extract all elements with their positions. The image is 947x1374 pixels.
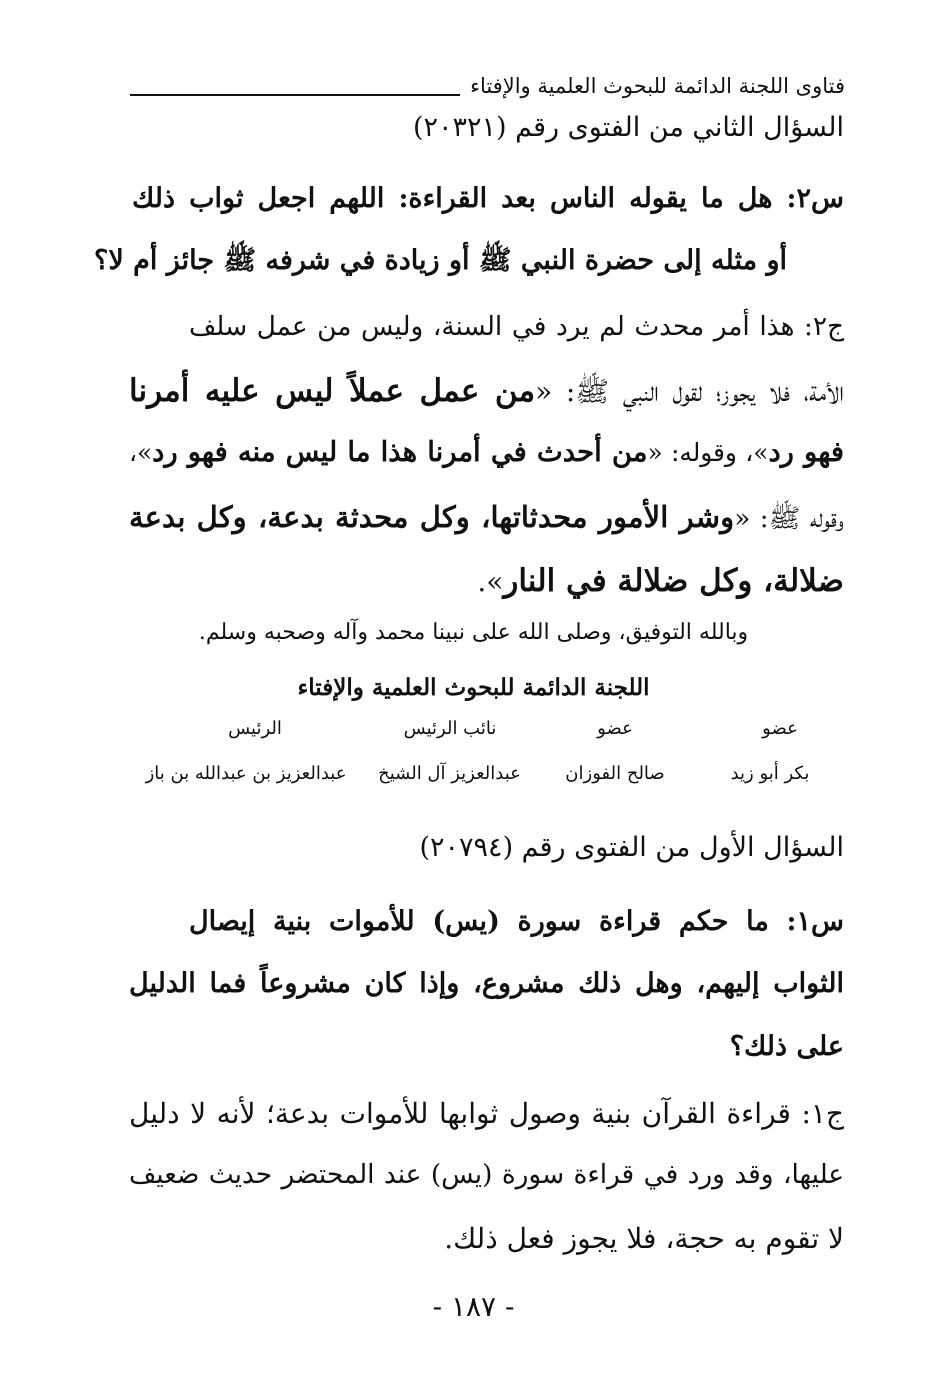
committee-name: اللجنة الدائمة للبحوث العلمية والإفتاء <box>297 674 650 701</box>
answer-text: »، <box>129 438 153 467</box>
fatwa1-question-line-2: أو مثله إلى حضرة النبي ﷺ أو زيادة في شرفه ﷺ جائز أم لا؟ <box>94 245 787 276</box>
signature-role: نائب الرئيس <box>403 718 497 739</box>
hadith-text: وشر الأمور محدثاتها، وكل محدثة بدعة، وكل بدعة <box>129 500 735 534</box>
closing-line: وبالله التوفيق، وصلى الله على نبينا محمد وآله وصحبه وسلم. <box>198 620 749 645</box>
fatwa2-answer-line-2: عليها، وقد ورد في قراءة سورة (يس) عند المحتضر حديث ضعيف <box>129 1160 844 1190</box>
answer-text: »، وقوله: « <box>647 438 769 467</box>
header-title: فتاوى اللجنة الدائمة للبحوث العلمية والإفتاء <box>470 74 845 98</box>
fatwa1-answer-line-5 <box>129 563 844 600</box>
fatwa1-heading: السؤال الثاني من الفتوى رقم (٢٠٣٢١) <box>412 112 844 143</box>
hadith-text: من أحدث في أمرنا هذا ما ليس منه فهو رد <box>152 436 648 468</box>
signature-name: صالح الفوزان <box>565 763 665 784</box>
header-rule <box>130 94 460 96</box>
signature-role: عضو <box>762 718 798 739</box>
hadith-text: فهو رد <box>768 436 844 468</box>
signature-name: عبدالعزيز بن عبدالله بن باز <box>145 763 347 784</box>
fatwa2-heading: السؤال الأول من الفتوى رقم (٢٠٧٩٤) <box>419 832 844 863</box>
fatwa2-answer-line-1: ج١: قراءة القرآن بنية وصول ثوابها للأموات بدعة؛ لأنه لا دليل <box>129 1097 844 1130</box>
fatwa1-answer-line-4 <box>129 500 844 536</box>
fatwa1-answer-line-1: ج٢: هذا أمر محدث لم يرد في السنة، وليس من عمل سلف <box>189 312 844 342</box>
answer-text: الأمة، فلا يجوز؛ لقول النبي ﷺ: « <box>535 375 844 408</box>
fatwa2-question-line-3: على ذلك؟ <box>729 1031 844 1062</box>
hadith-text: ضلالة، وكل ضلالة في النار <box>503 563 844 599</box>
fatwa1-answer-line-2 <box>129 373 844 410</box>
signature-role: الرئيس <box>228 718 282 739</box>
answer-text: ». <box>477 565 504 598</box>
fatwa2-question-line-2: الثواب إليهم، وهل ذلك مشروع، وإذا كان مشروعاً فما الدليل <box>129 968 844 999</box>
fatwa1-question-line-1: س٢: هل ما يقوله الناس بعد القراءة: اللهم اجعل ثواب ذلك <box>132 183 844 214</box>
signature-name: بكر أبو زيد <box>730 763 810 784</box>
page-number: - ١٨٧ - <box>432 1290 515 1323</box>
signature-name: عبدالعزيز آل الشيخ <box>378 763 521 784</box>
fatwa2-question-line-1: س١: ما حكم قراءة سورة (يس) للأموات بنية إيصال <box>189 906 844 937</box>
fatwa1-answer-line-3 <box>129 436 844 469</box>
fatwa2-answer-line-3: لا تقوم به حجة، فلا يجوز فعل ذلك. <box>444 1222 844 1255</box>
hadith-text: من عمل عملاً ليس عليه أمرنا <box>129 373 536 409</box>
running-header <box>130 60 845 100</box>
answer-text: وقوله ﷺ: « <box>734 504 844 534</box>
signature-role: عضو <box>597 718 633 739</box>
